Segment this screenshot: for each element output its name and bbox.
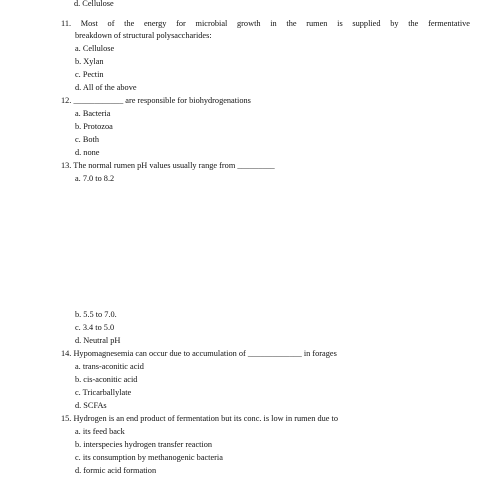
q13-option-a: a. 7.0 to 8.2 <box>75 174 115 183</box>
q15-option-b: b. interspecies hydrogen transfer reaction <box>75 440 213 449</box>
q14-option-c: c. Tricarballylate <box>75 388 132 397</box>
q13-option-c: c. 3.4 to 5.0 <box>75 323 115 332</box>
q15-option-d: d. formic acid formation <box>75 466 157 475</box>
q13-option-d: d. Neutral pH <box>75 336 121 345</box>
q11-option-b: b. Xylan <box>75 57 104 66</box>
question-12-text: 12. ____________ are responsible for biohydrogenations <box>61 96 251 105</box>
q14-option-a: a. trans-aconitic acid <box>75 362 144 371</box>
question-15-text: 15. Hydrogen is an end product of fermentation but its conc. is low in rumen due to <box>61 414 338 423</box>
q14-option-b: b. cis-aconitic acid <box>75 375 138 384</box>
q11-option-c: c. Pectin <box>75 70 104 79</box>
q10-option-d: d. Cellulose <box>74 0 114 8</box>
q12-option-b: b. Protozoa <box>75 122 113 131</box>
q15-option-c: c. its consumption by methanogenic bacteria <box>75 453 223 462</box>
q11-option-d: d. All of the above <box>75 83 137 92</box>
q12-option-d: d. none <box>75 148 100 157</box>
q12-option-a: a. Bacteria <box>75 109 111 118</box>
q11-option-a: a. Cellulose <box>75 44 115 53</box>
question-11-text-continued: breakdown of structural polysaccharides: <box>75 31 212 40</box>
question-13-text: 13. The normal rumen pH values usually range from _________ <box>61 161 275 170</box>
question-11-text: 11. Most of the energy for microbial growth in the rumen is supplied by the fermentative <box>61 19 470 28</box>
q15-option-a: a. its feed back <box>75 427 125 436</box>
q12-option-c: c. Both <box>75 135 99 144</box>
question-14-text: 14. Hypomagnesemia can occur due to accumulation of _____________ in forages <box>61 349 337 358</box>
q14-option-d: d. SCFAs <box>75 401 107 410</box>
q13-option-b: b. 5.5 to 7.0. <box>75 310 117 319</box>
